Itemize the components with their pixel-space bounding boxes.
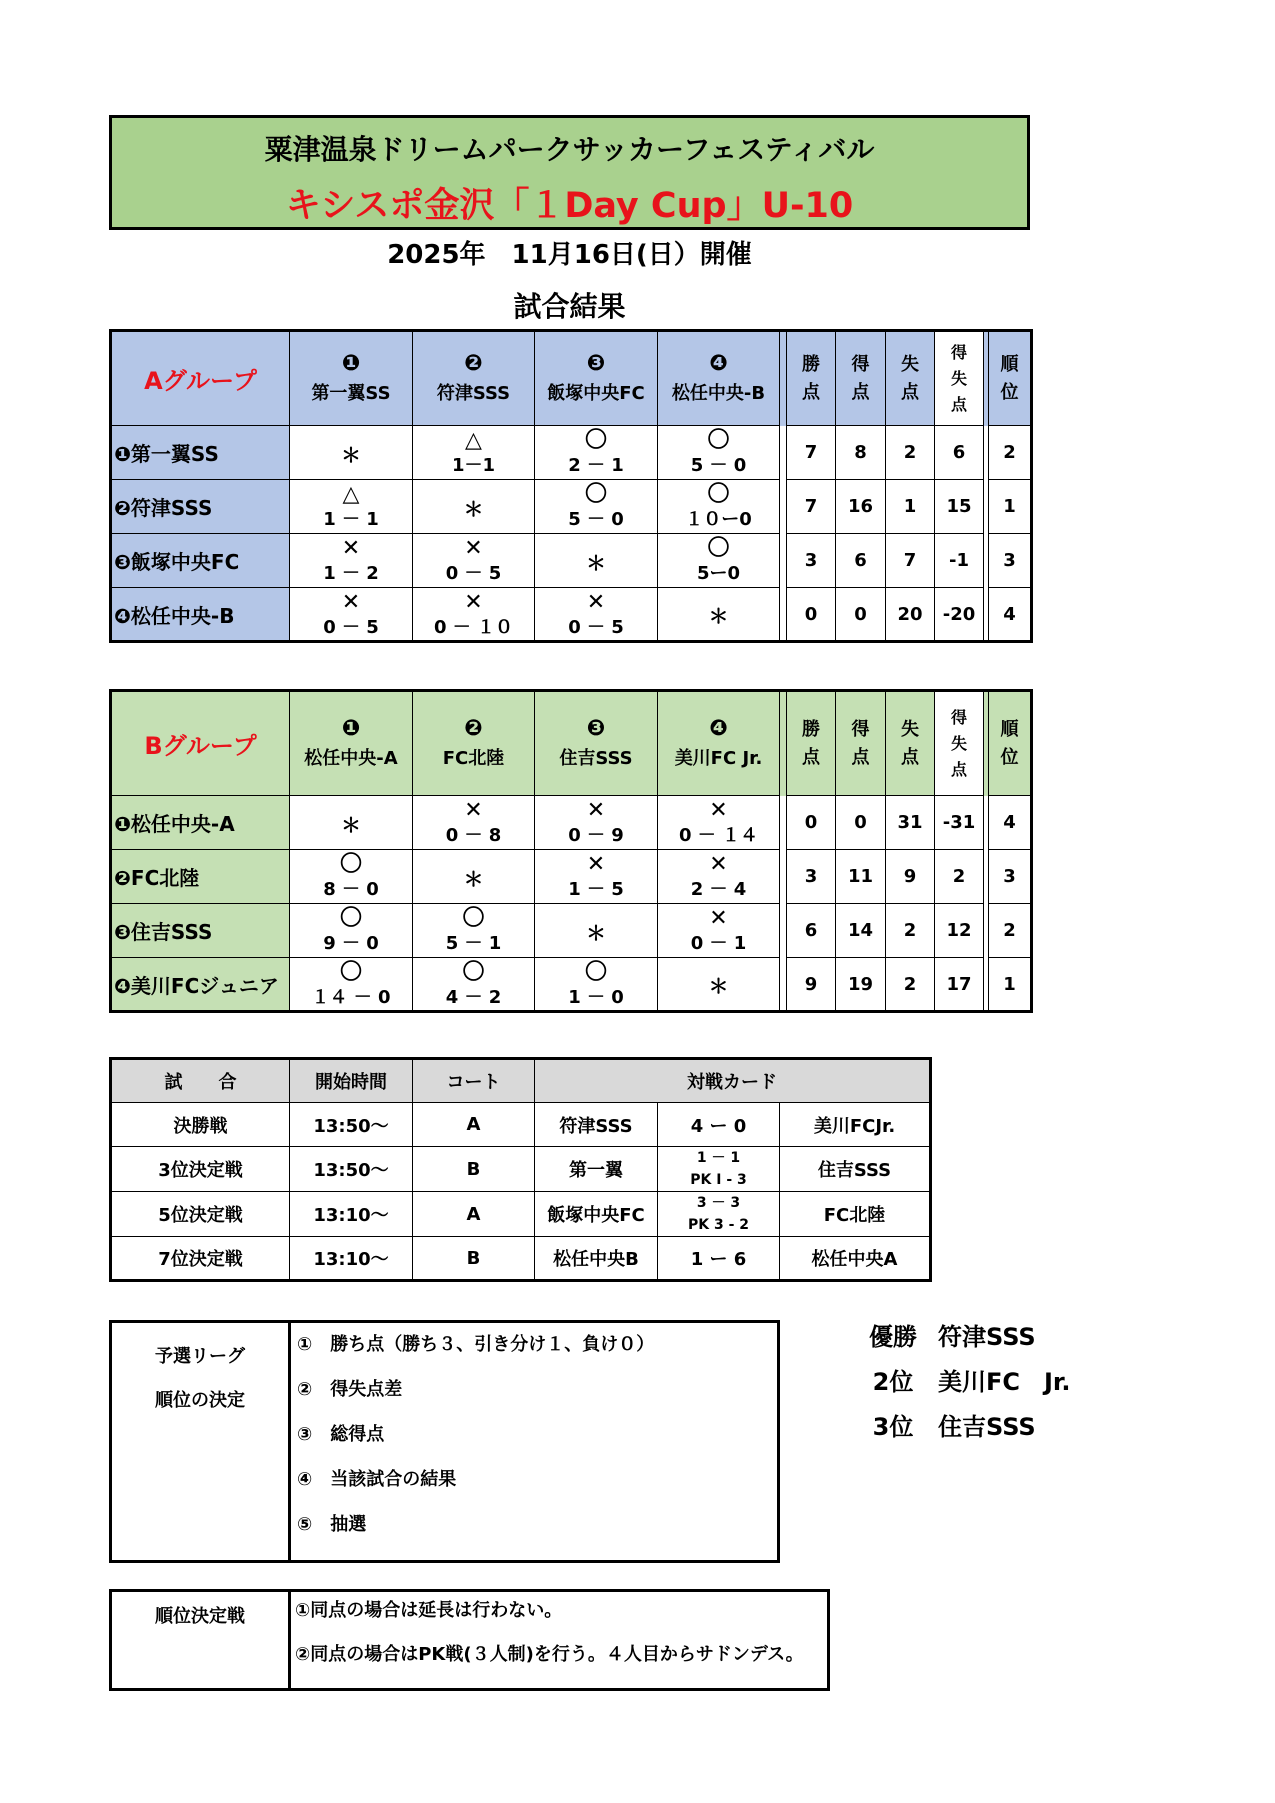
- group-b-row-label: ❶松任中央-A: [111, 796, 290, 850]
- match-cell: 〇 １４ － 0: [290, 958, 413, 1012]
- match-cell: ✕ 0 － 9: [535, 796, 658, 850]
- table-row: [111, 1192, 931, 1237]
- group-a-row-label: ❷符津SSS: [111, 480, 290, 534]
- divider: [780, 850, 787, 904]
- podium-row: [848, 1320, 1070, 1365]
- podium-team: 符津SSS: [938, 1323, 1036, 1351]
- stat-goals-for: 0: [836, 796, 886, 850]
- rule-item: ①同点の場合は延長は行わない。: [295, 1600, 563, 1621]
- group-b-col-1: ❶ 松任中央-A: [290, 691, 413, 796]
- finals-table: [109, 1057, 932, 1282]
- playoff-rules-list: [290, 1591, 829, 1690]
- group-a-row-label: ❶第一翼SS: [111, 426, 290, 480]
- match-cell: ＊: [658, 958, 780, 1012]
- match-cell: 〇 4 － 2: [413, 958, 535, 1012]
- stat-goals-for: 8: [836, 426, 886, 480]
- stat-points: 3: [787, 534, 836, 588]
- home-team: 第一翼: [535, 1147, 658, 1192]
- match-cell: ＊: [535, 904, 658, 958]
- playoff-rules-label: 順位決定戦: [111, 1591, 290, 1690]
- stat-goals-against: 9: [886, 850, 935, 904]
- stat-rank: 3: [989, 534, 1032, 588]
- divider: [780, 691, 787, 796]
- stat-points: 0: [787, 796, 836, 850]
- stat-goals-for: 16: [836, 480, 886, 534]
- away-team: 住吉SSS: [780, 1147, 931, 1192]
- divider: [780, 331, 787, 426]
- rule-item: ②同点の場合はPK戦(３人制)を行う。４人目からサドンデス。: [295, 1644, 804, 1665]
- header-match: 試 合: [111, 1059, 290, 1103]
- divider: [780, 426, 787, 480]
- stat-header-goals-for: 得 点: [836, 331, 886, 426]
- match-cell: ✕ 0 － １０: [413, 588, 535, 642]
- home-team: 符津SSS: [535, 1103, 658, 1147]
- match-cell: 〇 8 － 0: [290, 850, 413, 904]
- stat-rank: 1: [989, 480, 1032, 534]
- group-b-col-3: ❸ 住吉SSS: [535, 691, 658, 796]
- podium-team: 美川FC Jr.: [938, 1368, 1071, 1396]
- podium-place: 優勝: [869, 1323, 917, 1351]
- divider: [780, 588, 787, 642]
- match-cell: ✕ 0 － 5: [535, 588, 658, 642]
- stat-header-points: 勝 点: [787, 691, 836, 796]
- start-time: 13:10～: [290, 1237, 413, 1281]
- group-b-col-2: ❷ FC北陸: [413, 691, 535, 796]
- match-cell: 〇 9 － 0: [290, 904, 413, 958]
- group-b-name: Bグループ: [111, 691, 290, 796]
- group-a-col-3: ❸ 飯塚中央FC: [535, 331, 658, 426]
- court: A: [413, 1103, 535, 1147]
- group-a-table: [109, 329, 1033, 643]
- match-cell: 〇 1 － 0: [535, 958, 658, 1012]
- stat-points: 7: [787, 426, 836, 480]
- event-date: 2025年 11月16日(日）開催: [387, 240, 752, 270]
- match-cell: ✕ 2 － 4: [658, 850, 780, 904]
- divider: [780, 796, 787, 850]
- stat-header-rank: 順 位: [989, 691, 1032, 796]
- stat-points: 7: [787, 480, 836, 534]
- header-court: コート: [413, 1059, 535, 1103]
- final-score: 4 ー 0: [658, 1103, 780, 1147]
- stat-goals-against: 7: [886, 534, 935, 588]
- stat-header-rank: 順 位: [989, 331, 1032, 426]
- stat-goal-diff: -31: [935, 796, 984, 850]
- stat-goals-for: 0: [836, 588, 886, 642]
- away-team: 美川FCJr.: [780, 1103, 931, 1147]
- start-time: 13:50～: [290, 1147, 413, 1192]
- match-cell: ＊: [413, 850, 535, 904]
- stat-goals-for: 6: [836, 534, 886, 588]
- match-cell: ✕ 1 － 2: [290, 534, 413, 588]
- stat-goal-diff: 2: [935, 850, 984, 904]
- divider: [780, 904, 787, 958]
- match-cell: ✕ 1 － 5: [535, 850, 658, 904]
- match-name: 3位決定戦: [111, 1147, 290, 1192]
- stat-header-goals-against: 失 点: [886, 691, 935, 796]
- stat-goals-for: 14: [836, 904, 886, 958]
- match-cell: ＊: [290, 426, 413, 480]
- table-row: [111, 796, 1032, 850]
- group-b-row-label: ❸住吉SSS: [111, 904, 290, 958]
- match-cell: ＊: [413, 480, 535, 534]
- table-row: [111, 1237, 931, 1281]
- rule-item: ② 得失点差: [297, 1379, 403, 1400]
- stat-header-goals-for: 得 点: [836, 691, 886, 796]
- playoff-rules-box: [109, 1589, 830, 1691]
- stat-header-goals-against: 失 点: [886, 331, 935, 426]
- stat-goals-against: 1: [886, 480, 935, 534]
- court: B: [413, 1147, 535, 1192]
- group-b-row-label: ❹美川FCジュニア: [111, 958, 290, 1012]
- ranking-rules-list: [290, 1322, 779, 1562]
- podium: [848, 1320, 1070, 1455]
- stat-goal-diff: -20: [935, 588, 984, 642]
- stat-goals-for: 19: [836, 958, 886, 1012]
- group-b-col-4: ❹ 美川FC Jr.: [658, 691, 780, 796]
- match-cell: 〇 5 － 0: [535, 480, 658, 534]
- match-cell: ✕ 0 － 1: [658, 904, 780, 958]
- away-team: 松任中央A: [780, 1237, 931, 1281]
- results-title: 試合結果: [513, 290, 626, 323]
- final-score: 1 － 1 PK I - 3: [658, 1147, 780, 1192]
- table-row: [111, 904, 1032, 958]
- table-row: [111, 958, 1032, 1012]
- rule-item: ① 勝ち点（勝ち３、引き分け１、負け０）: [297, 1334, 655, 1355]
- court: A: [413, 1192, 535, 1237]
- stat-goals-for: 11: [836, 850, 886, 904]
- match-cell: ✕ 0 － １４: [658, 796, 780, 850]
- title-box: [109, 115, 1030, 230]
- stat-goals-against: 31: [886, 796, 935, 850]
- court: B: [413, 1237, 535, 1281]
- match-cell: ✕ 0 － 5: [290, 588, 413, 642]
- table-row: [111, 850, 1032, 904]
- match-name: 5位決定戦: [111, 1192, 290, 1237]
- stat-goal-diff: 6: [935, 426, 984, 480]
- match-cell: 〇 5 － 0: [658, 426, 780, 480]
- stat-goal-diff: 15: [935, 480, 984, 534]
- final-score: 3 － 3 PK 3 - 2: [658, 1192, 780, 1237]
- match-cell: ＊: [658, 588, 780, 642]
- group-a-col-4: ❹ 松任中央-B: [658, 331, 780, 426]
- stat-goal-diff: -1: [935, 534, 984, 588]
- rule-item: ④ 当該試合の結果: [297, 1469, 457, 1490]
- match-cell: ＊: [290, 796, 413, 850]
- home-team: 飯塚中央FC: [535, 1192, 658, 1237]
- divider: [780, 958, 787, 1012]
- start-time: 13:50～: [290, 1103, 413, 1147]
- stat-header-goal-diff: 得 失 点: [935, 331, 984, 426]
- podium-row: [848, 1410, 1070, 1455]
- rule-item: ⑤ 抽選: [297, 1514, 367, 1535]
- group-a-col-2: ❷ 符津SSS: [413, 331, 535, 426]
- rule-item: ③ 総得点: [297, 1424, 385, 1445]
- match-cell: 〇 １０ー0: [658, 480, 780, 534]
- final-score: 1 ー 6: [658, 1237, 780, 1281]
- group-a-row-label: ❹松任中央-B: [111, 588, 290, 642]
- header-matchup: 対戦カード: [535, 1059, 931, 1103]
- stat-points: 3: [787, 850, 836, 904]
- podium-row: [848, 1365, 1070, 1410]
- home-team: 松任中央B: [535, 1237, 658, 1281]
- stat-header-goal-diff: 得 失 点: [935, 691, 984, 796]
- match-cell: 〇 5ー0: [658, 534, 780, 588]
- table-row: [111, 588, 1032, 642]
- stat-rank: 1: [989, 958, 1032, 1012]
- match-name: 決勝戦: [111, 1103, 290, 1147]
- stat-goals-against: 2: [886, 904, 935, 958]
- table-row: [111, 426, 1032, 480]
- match-cell: △ 1 － 1: [290, 480, 413, 534]
- stat-rank: 2: [989, 904, 1032, 958]
- stat-rank: 3: [989, 850, 1032, 904]
- stat-points: 9: [787, 958, 836, 1012]
- event-title: 粟津温泉ドリームパークサッカーフェスティバル: [264, 133, 875, 166]
- table-row: [111, 480, 1032, 534]
- ranking-rules-label: 予選リーグ 順位の決定: [111, 1322, 290, 1562]
- table-row: [111, 534, 1032, 588]
- group-b-table: [109, 689, 1033, 1013]
- stat-goal-diff: 12: [935, 904, 984, 958]
- match-cell: △ 1－1: [413, 426, 535, 480]
- cup-title: キシスポ金沢「１Day Cup」U-10: [285, 186, 854, 226]
- start-time: 13:10～: [290, 1192, 413, 1237]
- ranking-rules-box: [109, 1320, 780, 1563]
- match-cell: ✕ 0 － 5: [413, 534, 535, 588]
- divider: [780, 534, 787, 588]
- stat-points: 0: [787, 588, 836, 642]
- stat-points: 6: [787, 904, 836, 958]
- podium-place: 3位: [872, 1413, 914, 1441]
- match-cell: ✕ 0 － 8: [413, 796, 535, 850]
- stat-goals-against: 2: [886, 426, 935, 480]
- table-row: [111, 1103, 931, 1147]
- match-cell: 〇 2 － 1: [535, 426, 658, 480]
- away-team: FC北陸: [780, 1192, 931, 1237]
- match-cell: ＊: [535, 534, 658, 588]
- podium-place: 2位: [872, 1368, 914, 1396]
- group-a-name: Aグループ: [111, 331, 290, 426]
- stat-goal-diff: 17: [935, 958, 984, 1012]
- stat-goals-against: 20: [886, 588, 935, 642]
- match-name: 7位決定戦: [111, 1237, 290, 1281]
- podium-team: 住吉SSS: [938, 1413, 1036, 1441]
- table-row: [111, 1147, 931, 1192]
- group-a-row-label: ❸飯塚中央FC: [111, 534, 290, 588]
- stat-rank: 4: [989, 796, 1032, 850]
- stat-rank: 4: [989, 588, 1032, 642]
- stat-header-points: 勝 点: [787, 331, 836, 426]
- match-cell: 〇 5 － 1: [413, 904, 535, 958]
- group-a-col-1: ❶ 第一翼SS: [290, 331, 413, 426]
- stat-goals-against: 2: [886, 958, 935, 1012]
- divider: [780, 480, 787, 534]
- header-start-time: 開始時間: [290, 1059, 413, 1103]
- stat-rank: 2: [989, 426, 1032, 480]
- group-b-row-label: ❷FC北陸: [111, 850, 290, 904]
